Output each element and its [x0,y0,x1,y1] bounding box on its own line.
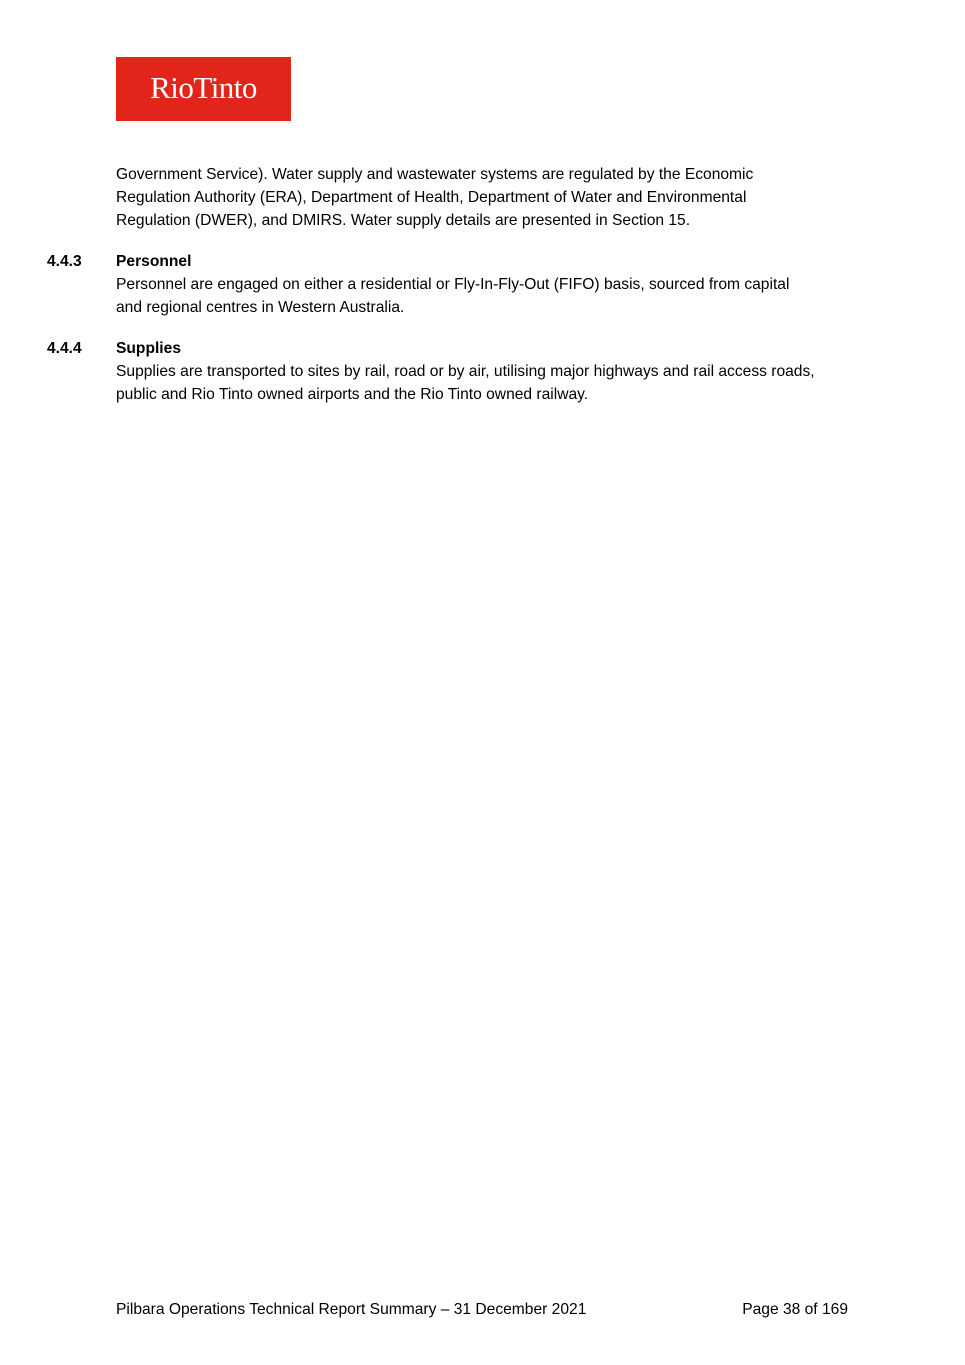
section-number: 4.4.4 [47,340,82,357]
section-title: Personnel [116,253,192,270]
section-line: and regional centres in Western Australia. [116,298,405,316]
rio-tinto-logo [116,57,291,121]
section-line: Personnel are engaged on either a residential or Fly-In-Fly-Out (FIFO) basis, sourced from capital [116,276,790,293]
footer-report-title: Pilbara Operations Technical Report Summary – 31 December 2021 [116,1301,587,1318]
intro-line: Government Service). Water supply and wastewater systems are regulated by the Economic [116,166,754,183]
intro-line: Regulation Authority (ERA), Department of Health, Department of Water and Environmental [116,188,747,206]
section-line: Supplies are transported to sites by rail, road or by air, utilising major highways and rail access roads, [116,363,815,380]
footer-page-number: Page 38 of 169 [742,1301,848,1318]
section-number: 4.4.3 [47,253,82,270]
logo-text: RioTinto [150,70,257,105]
intro-line: Regulation (DWER), and DMIRS. Water supply details are presented in Section 15. [116,211,691,229]
section-title: Supplies [116,340,181,357]
section-body [116,361,856,407]
intro-paragraph [116,164,856,232]
section-body [116,274,856,320]
section-line: public and Rio Tinto owned airports and the Rio Tinto owned railway. [116,385,589,403]
